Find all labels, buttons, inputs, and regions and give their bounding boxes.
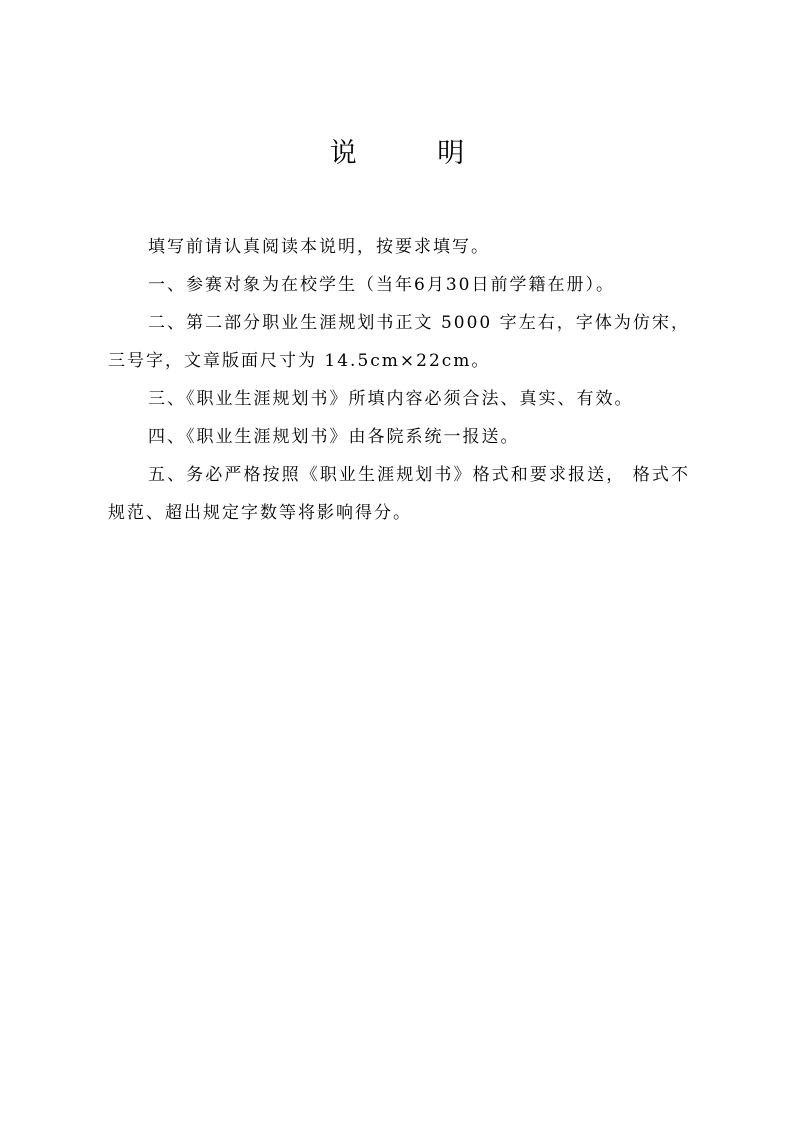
item-4-paragraph: 四、《职业生涯规划书》由各院系统一报送。 xyxy=(148,427,520,447)
item-3-paragraph: 三、《职业生涯规划书》所填内容必须合法、真实、有效。 xyxy=(148,389,634,409)
item-5-paragraph: 五、务必严格按照《职业生涯规划书》格式和要求报送， 格式不规范、超出规定字数等将影响得分。 xyxy=(108,465,690,523)
item-1-paragraph: 一、参赛对象为在校学生（当年6月30日前学籍在册）。 xyxy=(148,275,615,295)
intro-paragraph: 填写前请认真阅读本说明，按要求填写。 xyxy=(148,237,490,257)
page-title: 说 明 xyxy=(329,138,501,169)
instructions-body xyxy=(108,228,690,532)
item-2-paragraph: 二、第二部分职业生涯规划书正文 5000 字左右，字体为仿宋，三号字，文章版面尺寸为 14.5cm×22cm。 xyxy=(108,313,690,371)
